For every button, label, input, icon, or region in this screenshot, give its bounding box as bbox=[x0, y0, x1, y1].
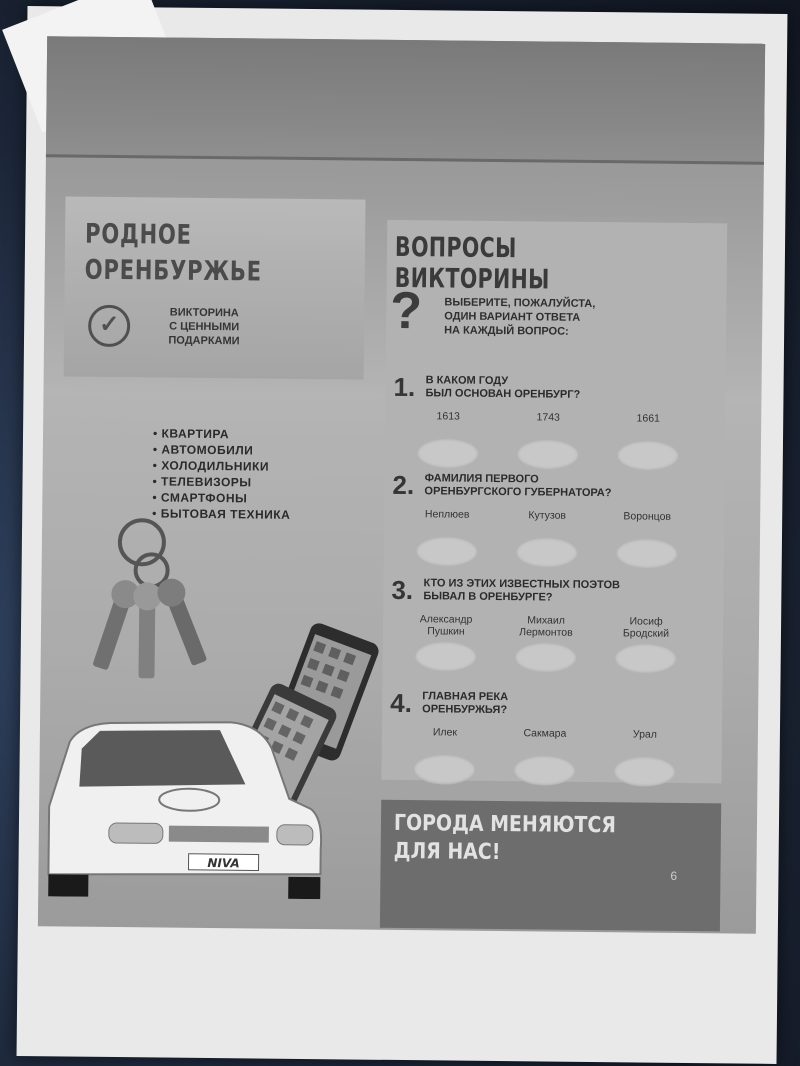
answer-option[interactable] bbox=[399, 726, 490, 785]
checkmark-badge-icon bbox=[88, 305, 130, 347]
instruction-line: НА КАЖДЫЙ ВОПРОС: bbox=[444, 324, 569, 338]
question-mark-icon: ? bbox=[390, 281, 423, 341]
question-line: КТО ИЗ ЭТИХ ИЗВЕСТНЫХ ПОЭТОВ bbox=[423, 577, 621, 592]
answer-bubble[interactable] bbox=[617, 440, 679, 471]
answer-bubble[interactable] bbox=[513, 755, 575, 786]
answer-label: 1743 bbox=[536, 411, 560, 424]
question-line: ОРЕНБУРЖЬЯ? bbox=[422, 703, 508, 717]
question-number: 3. bbox=[391, 574, 414, 606]
badge-text bbox=[144, 305, 264, 348]
question-text bbox=[425, 374, 695, 403]
page-number: 6 bbox=[670, 868, 678, 883]
answer-bubble[interactable] bbox=[417, 438, 479, 469]
answer-label: Неплюев bbox=[424, 508, 470, 521]
question-line: БЫВАЛ В ОРЕНБУРГЕ? bbox=[423, 590, 553, 604]
question-number: 1. bbox=[393, 371, 416, 403]
answer-bubble[interactable] bbox=[515, 642, 577, 673]
answer-label: Урал bbox=[632, 728, 657, 741]
answer-label: Сакмара bbox=[523, 727, 567, 740]
answer-options bbox=[392, 508, 703, 581]
answer-label: Михаил Лермонтов bbox=[519, 614, 573, 639]
prize-item: • ХОЛОДИЛЬНИКИ bbox=[153, 457, 291, 474]
question-line: ГЛАВНАЯ РЕКА bbox=[422, 690, 509, 704]
answer-bubble[interactable] bbox=[517, 439, 579, 470]
slogan-line: ДЛЯ НАС! bbox=[393, 838, 501, 866]
answer-bubble[interactable] bbox=[616, 538, 678, 569]
quiz-instruction bbox=[444, 295, 644, 339]
question-number: 4. bbox=[390, 687, 413, 719]
answer-option[interactable] bbox=[599, 728, 690, 787]
answer-label: 1661 bbox=[636, 412, 660, 425]
question-text bbox=[424, 472, 694, 501]
answer-bubble[interactable] bbox=[613, 756, 675, 787]
prize-item: • АВТОМОБИЛИ bbox=[153, 441, 291, 458]
question-line: ОРЕНБУРГСКОГО ГУБЕРНАТОРА? bbox=[424, 485, 612, 500]
answer-option[interactable] bbox=[401, 613, 492, 672]
answer-option[interactable] bbox=[602, 510, 693, 569]
answer-label: Кутузов bbox=[528, 509, 567, 522]
answer-label: 1613 bbox=[436, 410, 460, 423]
car-icon bbox=[38, 686, 330, 899]
answer-bubble[interactable] bbox=[516, 537, 578, 568]
question-line: БЫЛ ОСНОВАН ОРЕНБУРГ? bbox=[425, 387, 581, 401]
badge-line: ВИКТОРИНА bbox=[169, 306, 239, 320]
prize-item: • ТЕЛЕВИЗОРЫ bbox=[152, 473, 290, 490]
question-line: В КАКОМ ГОДУ bbox=[425, 374, 509, 388]
brand-title bbox=[84, 217, 263, 291]
answer-bubble[interactable] bbox=[416, 536, 478, 567]
answer-option[interactable] bbox=[603, 412, 694, 471]
answer-option[interactable] bbox=[501, 614, 592, 673]
question-text bbox=[422, 690, 692, 719]
badge-line: С ЦЕННЫМИ bbox=[169, 320, 240, 334]
prize-item: • БЫТОВАЯ ТЕХНИКА bbox=[152, 505, 290, 522]
prize-item: • СМАРТФОНЫ bbox=[152, 489, 290, 506]
answer-label: Александр Пушкин bbox=[419, 613, 473, 638]
question-text bbox=[423, 577, 693, 606]
brand-title-line: ОРЕНБУРЖЬЕ bbox=[84, 254, 263, 288]
answer-options bbox=[390, 613, 701, 686]
answer-options bbox=[389, 726, 700, 799]
footer-slogan bbox=[394, 810, 635, 869]
answer-option[interactable] bbox=[601, 615, 692, 674]
brand-title-line: РОДНОЕ bbox=[84, 218, 192, 251]
answer-label: Воронцов bbox=[623, 510, 672, 523]
instruction-line: ОДИН ВАРИАНТ ОТВЕТА bbox=[444, 310, 581, 324]
answer-bubble[interactable] bbox=[415, 641, 477, 672]
badge-line: ПОДАРКАМИ bbox=[168, 334, 240, 348]
answer-label: Илек bbox=[432, 726, 458, 739]
prize-item: • КВАРТИРА bbox=[153, 425, 291, 442]
answer-bubble[interactable] bbox=[413, 754, 475, 785]
car-plate: NIVA bbox=[207, 855, 240, 871]
answer-option[interactable] bbox=[503, 411, 594, 470]
answer-label: Иосиф Бродский bbox=[622, 615, 670, 640]
keys-icon bbox=[88, 512, 210, 683]
quiz-title: ВОПРОСЫ ВИКТОРИНЫ bbox=[394, 231, 550, 296]
answer-bubble[interactable] bbox=[615, 643, 677, 674]
instruction-line: ВЫБЕРИТЕ, ПОЖАЛУЙСТА, bbox=[444, 296, 596, 311]
flyer-top-band bbox=[46, 36, 765, 164]
answer-option[interactable] bbox=[402, 508, 493, 567]
question-line: ФАМИЛИЯ ПЕРВОГО bbox=[424, 472, 539, 486]
answer-option[interactable] bbox=[502, 509, 593, 568]
answer-option[interactable] bbox=[499, 727, 590, 786]
question-number: 2. bbox=[392, 469, 415, 501]
printed-flyer-sheet bbox=[17, 6, 788, 1064]
prize-list bbox=[152, 425, 291, 522]
slogan-line: ГОРОДА МЕНЯЮТСЯ bbox=[393, 810, 617, 839]
answer-option[interactable] bbox=[403, 410, 494, 469]
